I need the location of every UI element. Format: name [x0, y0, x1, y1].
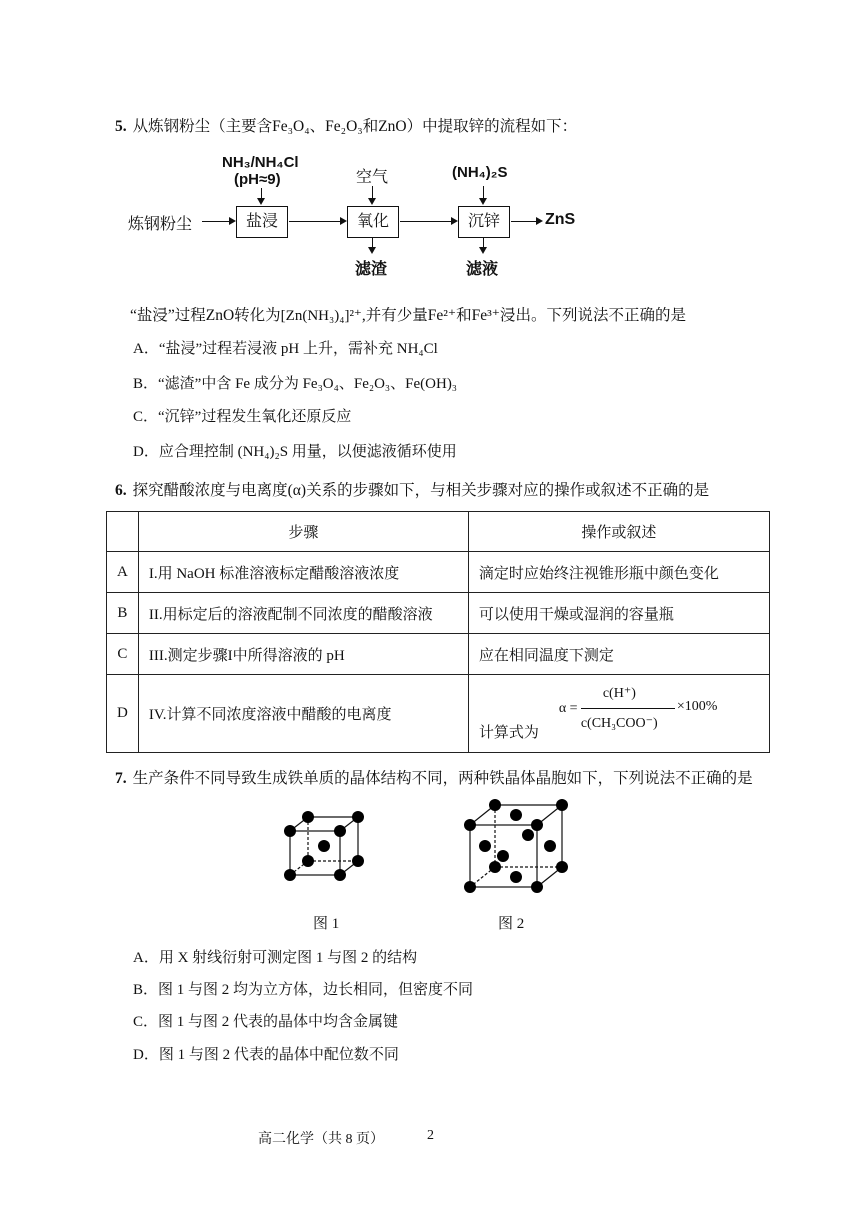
- question-5-description: “盐浸”过程ZnO转化为[Zn(NH₃)₄]²⁺,并有少量Fe²⁺和Fe³⁺浸出。下列说法不正确的是: [130, 307, 686, 324]
- header-operation: 操作或叙述: [468, 512, 769, 552]
- output-residue: 滤渣: [355, 261, 388, 278]
- q7-option-b: B．图 1 与图 2 均为立方体，边长相同，但密度不同: [133, 982, 474, 998]
- header-step: 步骤: [138, 512, 468, 552]
- flow-end-product: ZnS: [545, 211, 576, 228]
- flow-arrow: [511, 221, 541, 222]
- flow-arrow-down: [372, 186, 373, 203]
- table-row: C III.测定步骤I中所得溶液的 pH 应在相同温度下测定: [107, 634, 770, 675]
- q5-option-d: D．应合理控制 (NH₄)₂S 用量，以便滤液循环使用: [133, 444, 457, 460]
- figure-2-fcc-cell: [460, 795, 580, 900]
- formula-numerator: c(H⁺): [602, 685, 636, 701]
- steps-table: [106, 511, 770, 753]
- question-number: 7.: [115, 770, 127, 787]
- flow-arrow: [202, 221, 234, 222]
- flow-arrow-down: [261, 188, 262, 203]
- flow-step-zinc-precip: 沉锌: [458, 206, 510, 238]
- footer-subject: 高二化学（共 8 页）: [258, 1132, 384, 1147]
- question-6-stem: 6. 探究醋酸浓度与电离度(α)关系的步骤如下，与相关步骤对应的操作或叙述不正确的是: [115, 482, 710, 499]
- flow-arrow: [400, 221, 456, 222]
- flow-arrow-down: [483, 237, 484, 252]
- reagent-1: NH₃/NH₄Cl: [222, 154, 299, 171]
- fraction-bar: [581, 708, 675, 709]
- flow-step-oxidation: 氧化: [347, 206, 399, 238]
- figure-1-bcc-cell: [278, 805, 378, 890]
- question-5-stem: 5. 从炼钢粉尘（主要含Fe₃O₄、Fe₂O₃和ZnO）中提取锌的流程如下：: [115, 118, 578, 135]
- formula-denominator: c(CH₃COO⁻): [580, 715, 658, 731]
- q7-option-a: A．用 X 射线衍射可测定图 1 与图 2 的结构: [133, 950, 418, 966]
- table-row: B II.用标定后的溶液配制不同浓度的醋酸溶液 可以使用干燥或湿润的容量瓶: [107, 593, 770, 634]
- zinc-ammonia-complex: [Zn(NH₃)₄]²⁺: [280, 308, 362, 324]
- flow-arrow: [289, 221, 345, 222]
- q7-option-d: D．图 1 与图 2 代表的晶体中配位数不同: [133, 1047, 399, 1063]
- q7-option-c: C．图 1 与图 2 代表的晶体中均含金属键: [133, 1014, 399, 1030]
- output-filtrate: 滤液: [466, 261, 499, 278]
- flow-arrow-down: [372, 237, 373, 252]
- ionization-formula: 计算式为 α = c(H⁺) c(CH₃COO⁻) ×100%: [478, 685, 718, 741]
- table-header-row: [107, 512, 770, 552]
- figure-2-caption: 图 2: [498, 916, 525, 932]
- flow-arrow-down: [483, 186, 484, 203]
- table-row: A I.用 NaOH 标准溶液标定醋酸溶液浓度 滴定时应始终注视锥形瓶中颜色变化: [107, 552, 770, 593]
- q5-option-b: B．“滤渣”中含 Fe 成分为 Fe₃O₄、Fe₂O₃、Fe(OH)₃: [133, 376, 458, 392]
- page-number: 2: [427, 1128, 434, 1143]
- question-number: 5.: [115, 118, 127, 135]
- figure-1-caption: 图 1: [313, 916, 340, 932]
- q5-option-a: A．“盐浸”过程若浸液 pH 上升，需补充 NH₄Cl: [133, 341, 438, 357]
- question-number: 6.: [115, 482, 127, 499]
- reagent-1-ph: (pH≈9): [234, 171, 281, 188]
- question-7-stem: 7. 生产条件不同导致生成铁单质的晶体结构不同，两种铁晶体晶胞如下，下列说法不正确的是: [115, 770, 753, 787]
- reagent-2: 空气: [356, 169, 389, 186]
- flow-step-salt-leach: 盐浸: [236, 206, 288, 238]
- reagent-3: (NH₄)₂S: [452, 164, 508, 181]
- q5-option-c: C．“沉锌”过程发生氧化还原反应: [133, 409, 352, 425]
- table-row: D IV.计算不同浓度溶液中醋酸的电离度 计算式为 α = c(H⁺) c(CH₃COO⁻) ×100%: [107, 675, 770, 753]
- flow-start: 炼钢粉尘: [128, 216, 193, 233]
